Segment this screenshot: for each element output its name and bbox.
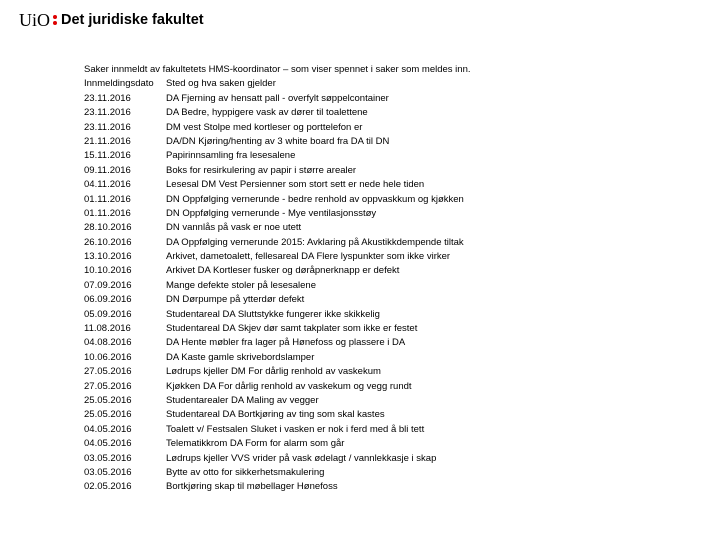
row-description: DA Fjerning av hensatt pall - overfylt søppelcontainer: [166, 92, 389, 104]
table-row: [84, 466, 471, 480]
row-date: 03.05.2016: [84, 466, 132, 478]
row-date: 07.09.2016: [84, 279, 132, 291]
table-row: [84, 394, 471, 408]
table-row: [84, 92, 471, 106]
row-description: DN Oppfølging vernerunde - Mye ventilasjonsstøy: [166, 207, 377, 219]
row-date: 01.11.2016: [84, 193, 131, 205]
table-row: [84, 351, 471, 365]
row-description: Boks for resirkulering av papir i større arealer: [166, 164, 357, 176]
row-date: 26.10.2016: [84, 236, 132, 248]
table-row: [84, 279, 471, 293]
row-description: DA Oppfølging vernerunde 2015: Avklaring på Akustikkdempende tiltak: [166, 236, 464, 248]
row-date: 23.11.2016: [84, 92, 131, 104]
row-description: DA/DN Kjøring/henting av 3 white board fra DA til DN: [166, 135, 390, 147]
row-description: Studentareal DA Bortkjøring av ting som skal kastes: [166, 409, 385, 421]
faculty-name: Det juridiske fakultet: [61, 12, 204, 28]
row-description: DA Kaste gamle skrivebordslamper: [166, 351, 315, 363]
row-description: Arkivet DA Kortleser fusker og døråpnerknapp er defekt: [166, 265, 400, 277]
row-description: Arkivet, dametoalett, fellesareal DA Flere lyspunkter som ikke virker: [166, 251, 451, 263]
table-row: [84, 193, 471, 207]
row-description: Papirinnsamling fra lesesalene: [166, 150, 296, 162]
row-date: 01.11.2016: [84, 207, 131, 219]
table-row: [84, 236, 471, 250]
column-header-description: Sted og hva saken gjelder: [166, 78, 276, 90]
row-date: 03.05.2016: [84, 452, 132, 464]
row-date: 05.09.2016: [84, 308, 132, 320]
table-row: [84, 149, 471, 163]
table-row: [84, 437, 471, 451]
row-description: Bortkjøring skap til møbellager Hønefoss: [166, 481, 338, 493]
table-row: [84, 365, 471, 379]
table-body: [84, 92, 471, 495]
table-row: [84, 264, 471, 278]
row-date: 10.06.2016: [84, 351, 132, 363]
row-date: 09.11.2016: [84, 164, 131, 176]
row-description: Bytte av otto for sikkerhetsmakulering: [166, 466, 325, 478]
row-description: DM vest Stolpe med kortleser og porttelefon er: [166, 121, 363, 133]
row-date: 28.10.2016: [84, 222, 132, 234]
row-description: Studentareal DA Sluttstykke fungerer ikke skikkelig: [166, 308, 380, 320]
row-date: 21.11.2016: [84, 135, 131, 147]
table-row: [84, 250, 471, 264]
table-header-row: [84, 77, 471, 91]
table-row: [84, 178, 471, 192]
row-description: Mange defekte stoler på lesesalene: [166, 279, 316, 291]
row-description: Studentarealer DA Maling av vegger: [166, 394, 319, 406]
table-row: [84, 308, 471, 322]
table-row: [84, 408, 471, 422]
table-row: [84, 293, 471, 307]
row-description: Lesesal DM Vest Persienner som stort sett er nede hele tiden: [166, 179, 425, 191]
table-row: [84, 380, 471, 394]
faculty-header: [19, 9, 204, 31]
table-row: [84, 164, 471, 178]
row-date: 27.05.2016: [84, 380, 132, 392]
row-description: Telematikkrom DA Form for alarm som går: [166, 438, 345, 450]
row-date: 06.09.2016: [84, 294, 132, 306]
row-date: 27.05.2016: [84, 366, 132, 378]
table-row: [84, 121, 471, 135]
table-row: [84, 336, 471, 350]
case-list: [84, 63, 471, 495]
uio-logo-text: UiO: [19, 9, 50, 30]
row-description: Toalett v/ Festsalen Sluket i vasken er nok i ferd med å bli tett: [166, 423, 425, 435]
table-row: [84, 207, 471, 221]
row-date: 04.05.2016: [84, 423, 132, 435]
row-date: 23.11.2016: [84, 121, 131, 133]
row-date: 04.05.2016: [84, 438, 132, 450]
row-date: 15.11.2016: [84, 150, 131, 162]
row-description: Lødrups kjeller VVS vrider på vask ødelagt / vannlekkasje i skap: [166, 452, 437, 464]
row-description: DA Hente møbler fra lager på Hønefoss og plassere i DA: [166, 337, 406, 349]
row-date: 02.05.2016: [84, 481, 132, 493]
column-header-date: Innmeldingsdato: [84, 78, 154, 90]
row-date: 25.05.2016: [84, 409, 132, 421]
row-description: Lødrups kjeller DM For dårlig renhold av vaskekum: [166, 366, 381, 378]
table-row: [84, 452, 471, 466]
table-row: [84, 221, 471, 235]
table-row: [84, 106, 471, 120]
row-date: 13.10.2016: [84, 251, 132, 263]
row-date: 04.08.2016: [84, 337, 132, 349]
row-date: 11.08.2016: [84, 323, 131, 335]
row-description: DA Bedre, hyppigere vask av dører til toalettene: [166, 107, 368, 119]
row-description: DN Oppfølging vernerunde - bedre renhold av oppvaskkum og kjøkken: [166, 193, 464, 205]
row-date: 23.11.2016: [84, 107, 131, 119]
row-description: DN vannlås på vask er noe utett: [166, 222, 302, 234]
row-description: Kjøkken DA For dårlig renhold av vaskekum og vegg rundt: [166, 380, 412, 392]
row-date: 04.11.2016: [84, 179, 131, 191]
intro-text: Saker innmeldt av fakultetets HMS-koordinator – som viser spennet i saker som meldes inn.: [84, 64, 471, 75]
row-description: DN Dørpumpe på ytterdør defekt: [166, 294, 305, 306]
row-description: Studentareal DA Skjev dør samt takplater som ikke er festet: [166, 323, 418, 335]
table-row: [84, 480, 471, 494]
row-date: 10.10.2016: [84, 265, 132, 277]
uio-logo-mark-icon: [53, 14, 57, 26]
row-date: 25.05.2016: [84, 394, 132, 406]
table-row: [84, 423, 471, 437]
table-row: [84, 322, 471, 336]
table-row: [84, 135, 471, 149]
